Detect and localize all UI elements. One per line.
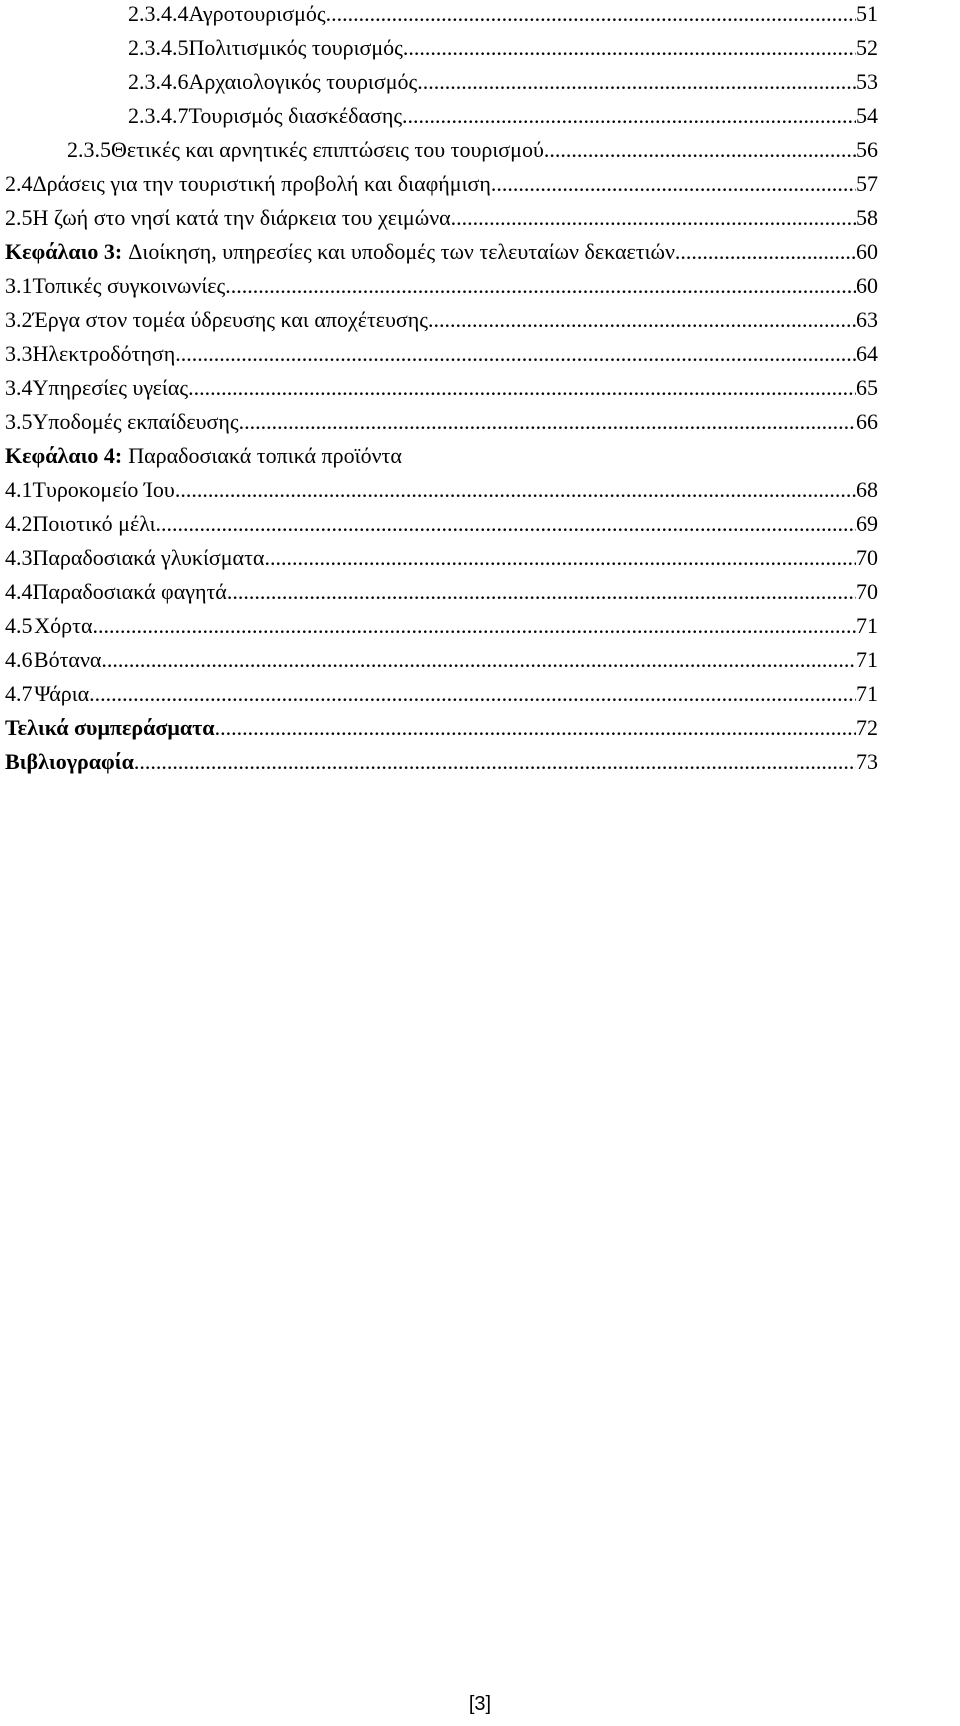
toc-entry-page: 72 <box>856 715 878 740</box>
toc-entry-number: 2.3.4.4 <box>128 1 189 26</box>
toc-entry-title: Αρχαιολογικός τουρισμός <box>188 69 418 94</box>
toc-entry-title: Παραδοσιακά γλυκίσματα <box>32 545 265 570</box>
toc-chapter-label: Κεφάλαιο 3: <box>5 239 123 264</box>
toc-entry-page: 54 <box>856 103 878 128</box>
toc-entry-title: Βιβλιογραφία <box>5 749 134 774</box>
toc-entry-page: 52 <box>856 35 878 60</box>
toc-entry-page: 64 <box>856 341 878 366</box>
toc-entry-number: 4.4 <box>5 579 33 604</box>
toc-leader-dots <box>92 609 856 643</box>
toc-entry-number: 4.6 <box>5 647 33 672</box>
toc-entry[interactable] <box>128 31 878 65</box>
toc-leader-dots <box>188 371 856 405</box>
toc-entry-number: 4.7 <box>5 681 33 706</box>
toc-leader-dots <box>428 303 856 337</box>
toc-entry-title: Παραδοσιακά τοπικά προϊόντα <box>128 443 402 468</box>
toc-entry-number: 4.5 <box>5 613 33 638</box>
toc-entry-page: 60 <box>856 273 878 298</box>
toc-chapter-entry[interactable] <box>5 439 878 473</box>
toc-entry-title: Τυροκομείο Ίου <box>32 477 175 502</box>
toc-entry-page: 69 <box>856 511 878 536</box>
toc-entry-number: 3.4 <box>5 375 33 400</box>
toc-entry-number: 4.2 <box>5 511 33 536</box>
toc-entry[interactable] <box>5 405 878 439</box>
toc-leader-dots <box>215 711 856 745</box>
toc-leader-dots <box>227 575 856 609</box>
toc-entry-page: 57 <box>856 171 878 196</box>
toc-entry-title: Έργα στον τομέα ύδρευσης και αποχέτευσης <box>32 307 429 332</box>
toc-entry-number: 2.3.5 <box>67 137 111 162</box>
toc-entry-page: 63 <box>856 307 878 332</box>
toc-entry-title: Τοπικές συγκοινωνίες <box>32 273 226 298</box>
toc-entry-number: 2.4 <box>5 171 33 196</box>
toc-entry-page: 71 <box>856 647 878 672</box>
toc-leader-dots <box>239 405 856 439</box>
toc-entry-page: 58 <box>856 205 878 230</box>
toc-entry-number: 4.1 <box>5 477 33 502</box>
toc-leader-dots <box>175 337 856 371</box>
toc-leader-dots <box>417 65 856 99</box>
toc-entry-title: Αγροτουρισμός <box>188 1 326 26</box>
toc-leader-dots <box>264 541 856 575</box>
toc-entry[interactable] <box>5 201 878 235</box>
toc-entry-title: Παραδοσιακά φαγητά <box>32 579 227 604</box>
toc-entry-page: 51 <box>856 1 878 26</box>
toc-entry[interactable] <box>5 371 878 405</box>
toc-entry-page: 70 <box>856 545 878 570</box>
toc-leader-dots <box>451 201 856 235</box>
toc-entry[interactable] <box>5 609 878 643</box>
toc-entry-title: Διοίκηση, υπηρεσίες και υποδομές των τελευταίων δεκαετιών <box>128 239 675 264</box>
toc-entry-title: Βότανα <box>33 647 102 672</box>
toc-leader-dots <box>675 235 856 269</box>
toc-entry-title: Ποιοτικό μέλι <box>32 511 156 536</box>
toc-entry-page: 73 <box>856 749 878 774</box>
toc-entry-title: Τελικά συμπεράσματα <box>5 715 215 740</box>
toc-entry-number: 3.3 <box>5 341 33 366</box>
toc-entry[interactable] <box>5 677 878 711</box>
toc-leader-dots <box>156 507 856 541</box>
toc-entry[interactable] <box>5 303 878 337</box>
toc-entry-title: Πολιτισμικός τουρισμός <box>188 35 403 60</box>
toc-entry-page: 71 <box>856 681 878 706</box>
toc-entry-title: Τουρισμός διασκέδασης <box>188 103 403 128</box>
toc-leader-dots <box>225 269 856 303</box>
toc-leader-dots <box>402 99 856 133</box>
toc-entry-page: 68 <box>856 477 878 502</box>
toc-leader-dots <box>491 167 856 201</box>
toc-entry-number: 3.5 <box>5 409 33 434</box>
toc-section-entry[interactable] <box>5 745 878 779</box>
toc-chapter-entry[interactable] <box>5 235 878 269</box>
toc-entry-title: Δράσεις για την τουριστική προβολή και διαφήμιση <box>32 171 491 196</box>
toc-leader-dots <box>326 0 856 31</box>
toc-leader-dots <box>175 473 856 507</box>
toc-leader-dots <box>403 31 856 65</box>
toc-leader-dots <box>544 133 856 167</box>
toc-entry-number: 2.3.4.5 <box>128 35 189 60</box>
toc-entry-page: 60 <box>856 239 878 264</box>
toc-entry-number: 3.1 <box>5 273 33 298</box>
toc-entry-number: 2.3.4.7 <box>128 103 189 128</box>
toc-entry-number: 4.3 <box>5 545 33 570</box>
toc-leader-dots <box>134 745 856 779</box>
toc-entry-title: Χόρτα <box>34 613 93 638</box>
toc-entry[interactable] <box>5 167 878 201</box>
toc-section-entry[interactable] <box>5 711 878 745</box>
toc-leader-dots <box>89 677 856 711</box>
toc-entry[interactable] <box>5 575 878 609</box>
toc-entry-title: Θετικές και αρνητικές επιπτώσεις του τουρισμού <box>111 137 544 162</box>
toc-entry-page: 53 <box>856 69 878 94</box>
toc-entry-title: Υποδομές εκπαίδευσης <box>32 409 239 434</box>
toc-entry[interactable] <box>5 337 878 371</box>
toc-entry-page: 66 <box>856 409 878 434</box>
toc-entry[interactable] <box>128 99 878 133</box>
toc-entry[interactable] <box>5 643 878 677</box>
toc-entry[interactable] <box>5 507 878 541</box>
toc-leader-dots <box>101 643 856 677</box>
toc-entry-number: 2.5 <box>5 205 33 230</box>
page-number: [3] <box>468 1693 492 1715</box>
toc-entry-title: Ψάρια <box>34 681 90 706</box>
toc-entry[interactable] <box>5 541 878 575</box>
toc-entry-page: 70 <box>856 579 878 604</box>
toc-entry[interactable] <box>5 269 878 303</box>
toc-entry-number: 2.3.4.6 <box>128 69 189 94</box>
toc-entry-title: Υπηρεσίες υγείας <box>32 375 189 400</box>
toc-entry[interactable] <box>67 133 878 167</box>
toc-entry-title: Ηλεκτροδότηση <box>32 341 176 366</box>
toc-entry-number: 3.2 <box>5 307 33 332</box>
toc-chapter-label: Κεφάλαιο 4: <box>5 443 123 468</box>
toc-entry-page: 71 <box>856 613 878 638</box>
toc-entry-page: 65 <box>856 375 878 400</box>
toc-entry[interactable] <box>128 65 878 99</box>
toc-entry[interactable] <box>128 0 878 31</box>
toc-entry-page: 56 <box>856 137 878 162</box>
toc-entry-title: Η ζωή στο νησί κατά την διάρκεια του χειμώνα <box>32 205 451 230</box>
toc-entry[interactable] <box>5 473 878 507</box>
